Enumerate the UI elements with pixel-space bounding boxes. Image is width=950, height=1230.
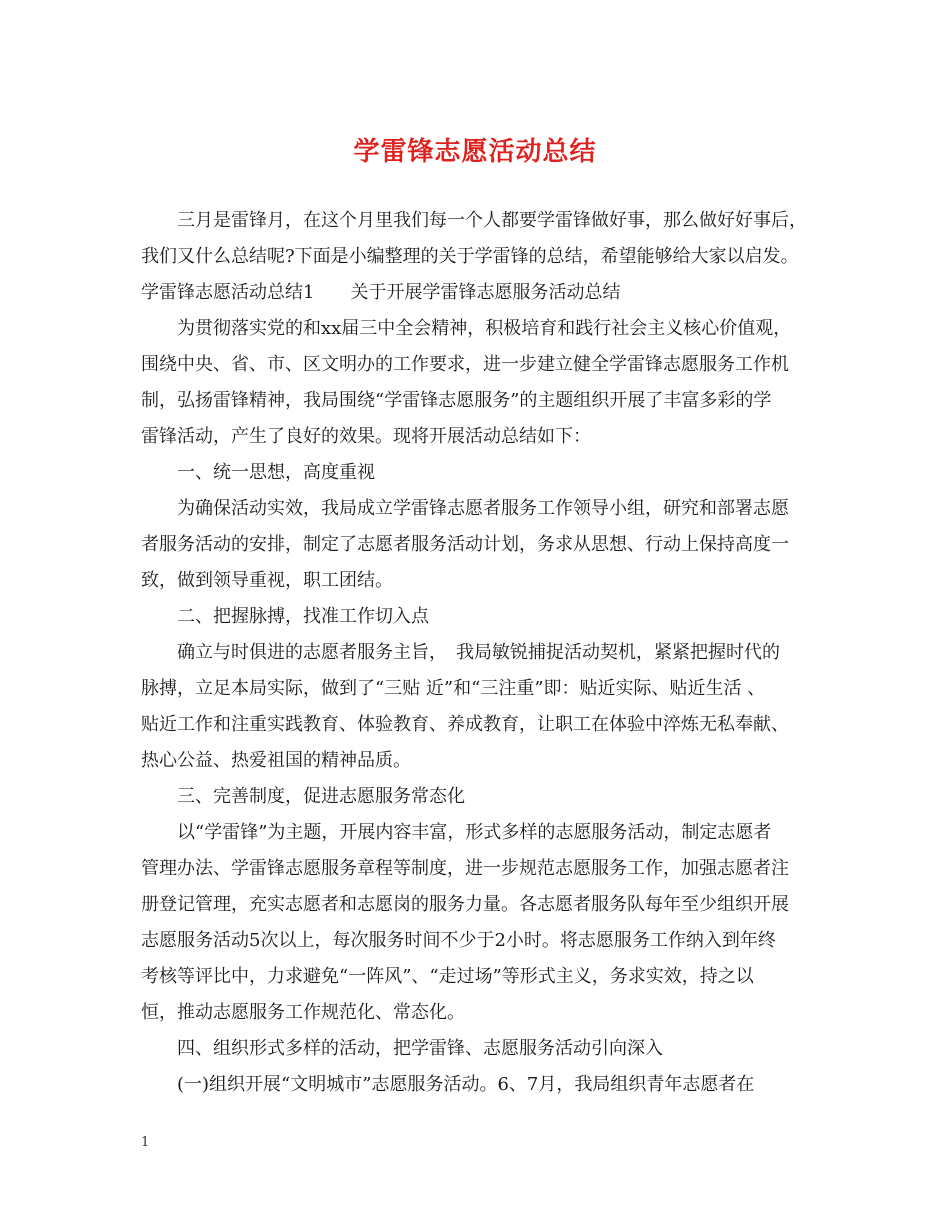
text-line: 者服务活动的安排，制定了志愿者服务活动计划，务求从思想、行动上保持高度一 [141,534,789,555]
text-line: 三月是雷锋月，在这个月里我们每一个人都要学雷锋做好事，那么做好好事后， [177,210,807,231]
text-line: 三、完善制度，促进志愿服务常态化 [177,786,465,807]
text-line: 一、统一思想，高度重视 [177,462,375,483]
document-body [141,203,826,1103]
text-line: 以“学雷锋”为主题，开展内容丰富，形式多样的志愿服务活动，制定志愿者 [177,822,772,843]
text-line: 确立与时俱进的志愿者服务主旨， 我局敏锐捕捉活动契机，紧紧把握时代的 [177,642,780,663]
text-line: 志愿服务活动5次以上，每次服务时间不少于2小时。将志愿服务工作纳入到年终 [141,930,776,951]
document-title: 学雷锋志愿活动总结 [353,137,597,167]
text-line: 为贯彻落实党的和xx届三中全会精神，积极培育和践行社会主义核心价值观， [177,318,792,339]
text-line: 贴近工作和注重实践教育、体验教育、养成教育，让职工在体验中淬炼无私奉献、 [141,714,789,735]
text-line: 恒，推动志愿服务工作规范化、常态化。 [141,1002,465,1023]
text-line: 致，做到领导重视，职工团结。 [141,570,393,591]
text-line: 脉搏，立足本局实际，做到了“三贴 近”和“三注重”即：贴近实际、贴近生活 、 [141,678,766,699]
text-line: 册登记管理，充实志愿者和志愿岗的服务力量。各志愿者服务队每年至少组织开展 [141,894,789,915]
text-line: 热心公益、热爱祖国的精神品质。 [141,750,411,771]
text-line: 管理办法、学雷锋志愿服务章程等制度，进一步规范志愿服务工作，加强志愿者注 [141,858,789,879]
text-line: 制，弘扬雷锋精神，我局围绕“学雷锋志愿服务”的主题组织开展了丰富多彩的学 [141,390,772,411]
page-number: 1 [141,1135,150,1150]
text-line: 考核等评比中，力求避免“一阵风”、“走过场”等形式主义，务求实效，持之以 [141,966,754,987]
text-line: (一)组织开展“文明城市”志愿服务活动。6、7月，我局组织青年志愿者在 [177,1074,755,1095]
text-line: 四、组织形式多样的活动，把学雷锋、志愿服务活动引向深入 [177,1038,663,1059]
text-line: 围绕中央、省、市、区文明办的工作要求，进一步建立健全学雷锋志愿服务工作机 [141,354,789,375]
text-line: 二、把握脉搏，找准工作切入点 [177,606,429,627]
text-line: 为确保活动实效，我局成立学雷锋志愿者服务工作领导小组，研究和部署志愿 [177,498,789,519]
text-line: 我们又什么总结呢?下面是小编整理的关于学雷锋的总结，希望能够给大家以启发。 [141,246,799,267]
text-line: 学雷锋志愿活动总结1 关于开展学雷锋志愿服务活动总结 [141,282,621,303]
text-line: 雷锋活动，产生了良好的效果。现将开展活动总结如下： [141,426,591,447]
